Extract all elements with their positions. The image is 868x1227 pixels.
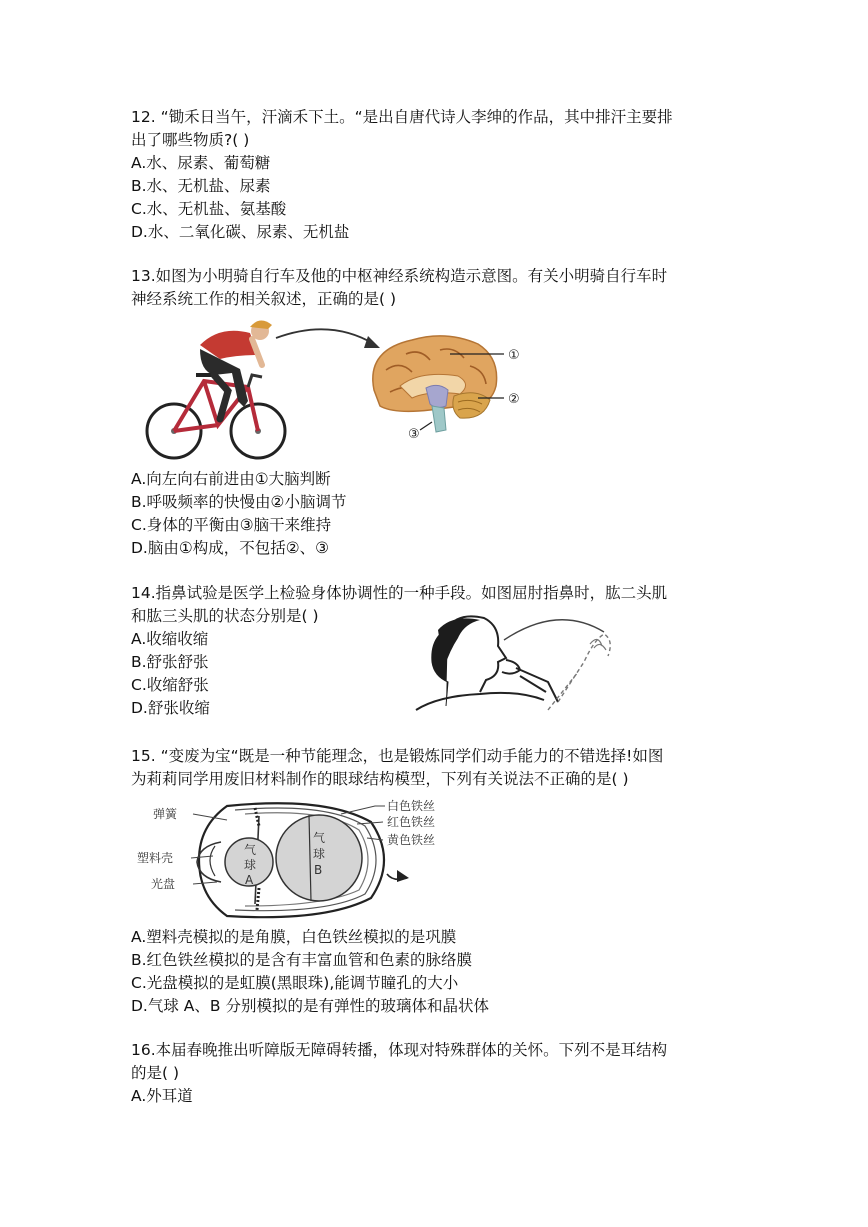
brain-diagram xyxy=(360,330,540,440)
q15-option-c: C.光盘模拟的是虹膜(黑眼珠),能调节瞳孔的大小 xyxy=(131,974,459,992)
q12-stem-line2: 出了哪些物质?( ) xyxy=(131,131,250,149)
q13-option-a: A.向左向右前进由①大脑判断 xyxy=(131,470,331,488)
brain-label-1: ① xyxy=(508,348,520,363)
label-spring: 弹簧 xyxy=(153,807,178,821)
q12-option-d: D.水、二氧化碳、尿素、无机盐 xyxy=(131,223,350,241)
q14-option-a: A.收缩收缩 xyxy=(131,630,209,648)
q12-stem-line1: 12. “锄禾日当午，汗滴禾下土。“是出自唐代诗人李绅的作品，其中排汗主要排 xyxy=(131,108,673,126)
balloon-b-char1: 气 xyxy=(313,831,326,845)
q16-stem-line1: 16.本届春晚推出听障版无障碍转播，体现对特殊群体的关怀。下列不是耳结构 xyxy=(131,1041,668,1059)
balloon-b-char2: 球 xyxy=(313,847,326,861)
balloon-a-char1: 气 xyxy=(244,843,257,857)
q14-stem-line2: 和肱三头肌的状态分别是( ) xyxy=(131,607,319,625)
balloon-b-char3: B xyxy=(314,863,323,877)
brain-label-2: ② xyxy=(508,392,520,407)
q15-option-a: A.塑料壳模拟的是角膜，白色铁丝模拟的是巩膜 xyxy=(131,928,457,946)
label-plastic-shell: 塑料壳 xyxy=(137,851,174,865)
cyclist-illustration xyxy=(140,315,290,463)
label-yellow-wire: 黄色铁丝 xyxy=(387,833,436,847)
brain-label-3: ③ xyxy=(408,427,420,440)
label-disc: 光盘 xyxy=(151,877,176,891)
q13-option-d: D.脑由①构成，不包括②、③ xyxy=(131,539,330,557)
q15-stem-line2: 为莉莉同学用废旧材料制作的眼球结构模型，下列有关说法不正确的是( ) xyxy=(131,770,629,788)
q13-option-b: B.呼吸频率的快慢由②小脑调节 xyxy=(131,493,347,511)
q14-option-b: B.舒张舒张 xyxy=(131,653,209,671)
q16-option-a: A.外耳道 xyxy=(131,1087,193,1105)
eyeball-model-diagram xyxy=(135,798,485,924)
q14-option-c: C.收缩舒张 xyxy=(131,676,209,694)
q15-option-d: D.气球 A、B 分别模拟的是有弹性的玻璃体和晶状体 xyxy=(131,997,489,1015)
balloon-a-char3: A xyxy=(245,873,254,887)
finger-nose-illustration xyxy=(408,610,628,722)
label-red-wire: 红色铁丝 xyxy=(387,815,436,829)
q15-option-b: B.红色铁丝模拟的是含有丰富血管和色素的脉络膜 xyxy=(131,951,473,969)
q15-stem-line1: 15. “变废为宝“既是一种节能理念，也是锻炼同学们动手能力的不错选择!如图 xyxy=(131,747,664,765)
q13-option-c: C.身体的平衡由③脑干来维持 xyxy=(131,516,332,534)
q12-option-b: B.水、无机盐、尿素 xyxy=(131,177,271,195)
q14-option-d: D.舒张收缩 xyxy=(131,699,210,717)
label-white-wire: 白色铁丝 xyxy=(387,799,436,813)
q14-stem-line1: 14.指鼻试验是医学上检验身体协调性的一种手段。如图屈肘指鼻时，肱二头肌 xyxy=(131,584,668,602)
q12-option-c: C.水、无机盐、氨基酸 xyxy=(131,200,287,218)
q12-option-a: A.水、尿素、葡萄糖 xyxy=(131,154,271,172)
balloon-a-char2: 球 xyxy=(244,858,257,872)
q13-stem-line2: 神经系统工作的相关叙述，正确的是( ) xyxy=(131,290,397,308)
q16-stem-line2: 的是( ) xyxy=(131,1064,180,1082)
q13-stem-line1: 13.如图为小明骑自行车及他的中枢神经系统构造示意图。有关小明骑自行车时 xyxy=(131,267,668,285)
